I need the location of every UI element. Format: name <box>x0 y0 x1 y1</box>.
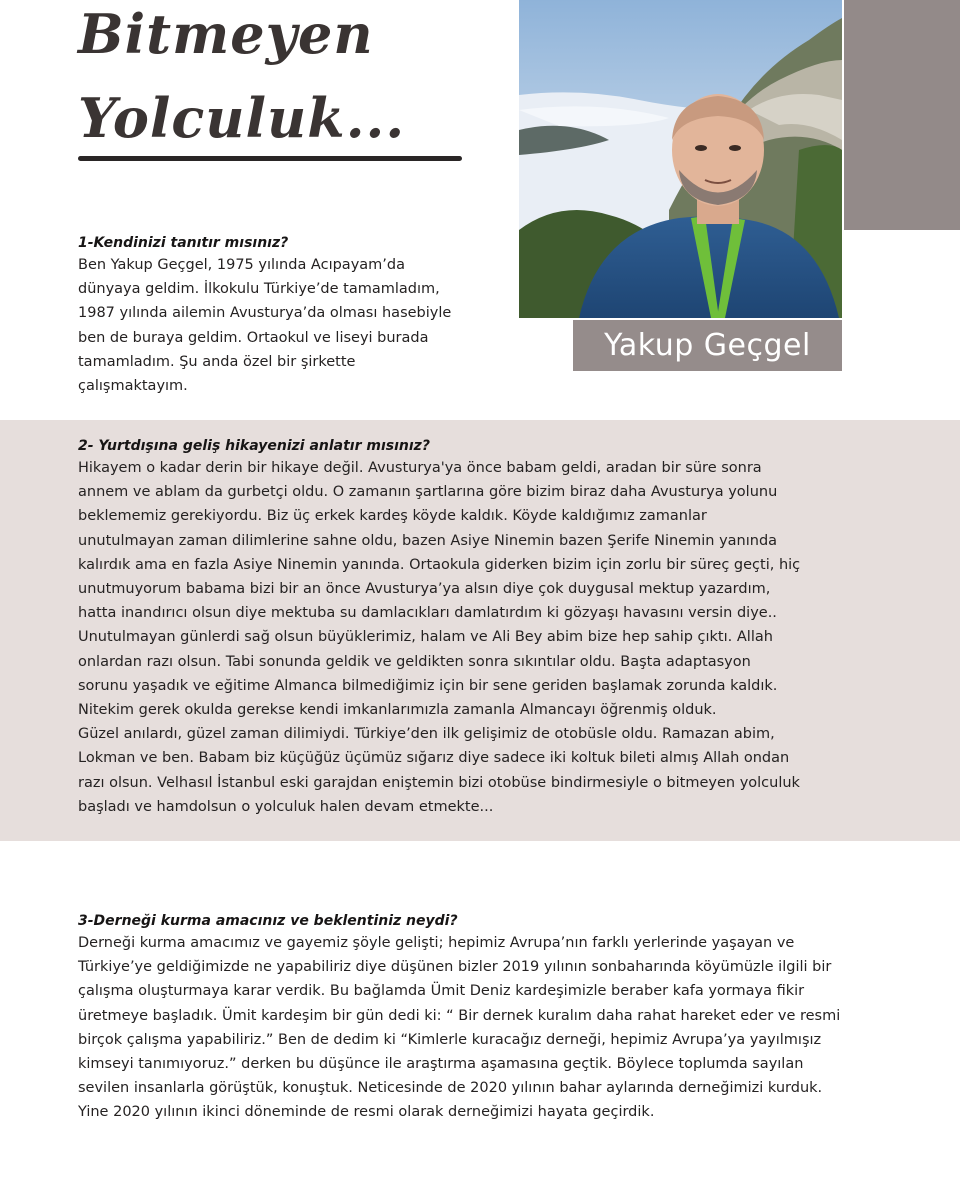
profile-name-label: Yakup Geçgel <box>573 320 842 371</box>
text-line: 1987 yılında ailemin Avusturya’da olması hasebiyle <box>78 305 452 322</box>
portrait-illustration <box>519 0 842 318</box>
question-section-2 <box>78 436 908 819</box>
text-line: kalırdık ama en fazla Asiye Ninemin yanında. Ortaokula giderken bizim için zorlu bir süreç geçti, hiç <box>78 556 801 573</box>
text-line: beklememiz gerekiyordu. Biz üç erkek kardeş köyde kaldık. Köyde kaldığımız zamanlar <box>78 508 707 525</box>
text-line: başladı ve hamdolsun o yolculuk halen devam etmekte... <box>78 798 494 815</box>
question-heading: 2- Yurtdışına geliş hikayenizi anlatır mısınız? <box>78 438 430 454</box>
text-line: Hikayem o kadar derin bir hikaye değil. Avusturya'ya önce babam geldi, aradan bir süre sonra <box>78 460 762 476</box>
question-section-3 <box>78 911 928 1125</box>
text-line: çalışmaktayım. <box>78 378 188 395</box>
text-line: tamamladım. Şu anda özel bir şirkette <box>78 353 356 370</box>
decorative-gray-block <box>844 0 960 230</box>
text-line: razı olsun. Velhasıl İstanbul eski garajdan eniştemin bizi otobüse bindirmesiyle o bitmeyen yolculuk <box>78 774 800 791</box>
answer-text <box>78 931 928 1125</box>
title-line-2: Yolculuk... <box>78 86 406 150</box>
text-line: hatta inandırıcı olsun diye mektuba su damlacıkları damlatırdım ki gözyaşı havasını versin diye.. <box>78 605 777 622</box>
page-title <box>78 0 405 160</box>
text-line: Derneği kurma amacımız ve gayemiz şöyle gelişti; hepimiz Avrupa’nın farklı yerlerinde yaşayan ve <box>78 935 795 951</box>
text-line: unutulmayan zaman dilimlerine sahne oldu, bazen Asiye Ninemin bazen Şerife Ninemin yanında <box>78 532 778 549</box>
text-line: birçok çalışma yapabiliriz.” Ben de dedim ki “Kimlerle kuracağız derneği, hepimiz Avrupa’ya yayılmışız <box>78 1031 822 1048</box>
text-line: kimseyi tanımıyoruz.” derken bu düşünce ile araştırma aşamasına geçtik. Böylece toplumda sayılan <box>78 1056 804 1073</box>
text-line: Lokman ve ben. Babam biz küçüğüz üçümüz sığarız diye sadece iki koltuk bileti almış Allah ondan <box>78 750 790 767</box>
text-line: Yine 2020 yılının ikinci döneminde de resmi olarak derneğimizi hayata geçirdik. <box>78 1104 655 1121</box>
text-line: çalışma oluşturmaya karar verdik. Bu bağlamda Ümit Deniz kardeşimizle beraber kafa yormaya fikir <box>78 983 805 1000</box>
question-section-1 <box>78 233 498 398</box>
text-line: onlardan razı olsun. Tabi sonunda geldik ve geldikten sonra sıkıntılar oldu. Başta adaptasyon <box>78 653 751 670</box>
answer-text <box>78 456 908 819</box>
text-line: üretmeye başladık. Ümit kardeşim bir gün dedi ki: “ Bir dernek kuralım daha rahat hareket eder ve resmi <box>78 1007 841 1024</box>
text-line: Türkiye’ye geldiğimizde ne yapabiliriz diye düşünen bizler 2019 yılının sonbaharında köyümüzle ilgili bir <box>78 959 832 976</box>
text-line: sorunu yaşadık ve eğitime Almanca bilmediğimiz için bir sene geriden başlamak zorunda kaldık. <box>78 677 778 694</box>
portrait-photo <box>519 0 842 318</box>
answer-text <box>78 253 498 398</box>
text-line: Nitekim gerek okulda gerekse kendi imkanlarımızla zamanla Almancayı öğrenmiş olduk. <box>78 702 717 719</box>
question-heading: 1-Kendinizi tanıtır mısınız? <box>78 235 289 251</box>
text-line: ben de buraya geldim. Ortaokul ve liseyi burada <box>78 329 429 346</box>
text-line: dünyaya geldim. İlkokulu Türkiye’de tamamladım, <box>78 281 440 298</box>
question-heading: 3-Derneği kurma amacınız ve beklentiniz neydi? <box>78 913 458 929</box>
title-underline <box>78 156 462 161</box>
title-line-1: Bitmeyen <box>78 2 374 66</box>
text-line: Ben Yakup Geçgel, 1975 yılında Acıpayam’da <box>78 257 405 273</box>
text-line: sevilen insanlarla görüştük, konuştuk. Neticesinde de 2020 yılının bahar aylarında derneğimizi kurduk. <box>78 1080 823 1097</box>
text-line: annem ve ablam da gurbetçi oldu. O zamanın şartlarına göre bizim biraz daha Avusturya yolunu <box>78 484 778 501</box>
text-line: unutmuyorum babama bizi bir an önce Avusturya’ya alsın diye çok duygusal mektup yazardım, <box>78 581 771 598</box>
text-line: Güzel anılardı, güzel zaman dilimiydi. Türkiye’den ilk gelişimiz de otobüsle oldu. Ramazan abim, <box>78 726 775 743</box>
text-line: Unutulmayan günlerdi sağ olsun büyüklerimiz, halam ve Ali Bey abim bize hep sahip çıktı. Allah <box>78 629 773 646</box>
